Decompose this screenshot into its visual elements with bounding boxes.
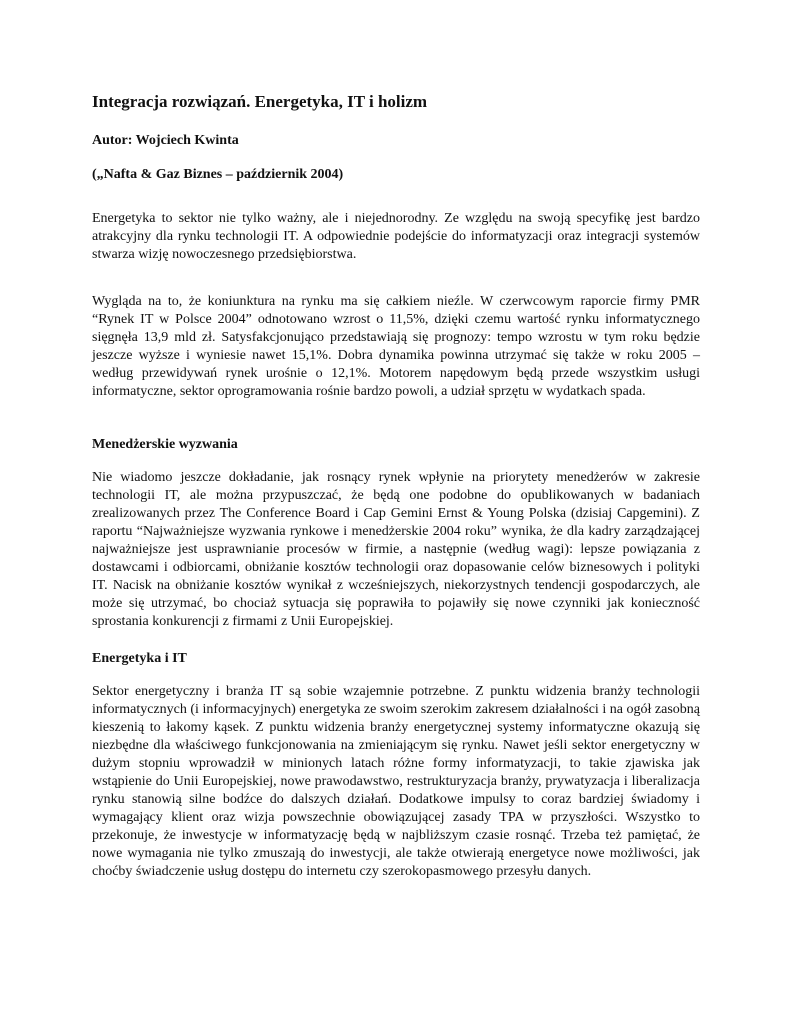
- paragraph-intro: Energetyka to sektor nie tylko ważny, ale i niejednorodny. Ze względu na swoją specyfikę jest bardzo atrakcyjny dla rynku technologii IT. A odpowiednie podejście do informatyzacji oraz integracji systemów stwarza wizję nowoczesnego przedsiębiorstwa.: [92, 211, 700, 262]
- section-heading-challenges: Menedżerskie wyzwania: [92, 437, 238, 452]
- document-source: („Nafta & Gaz Biznes – październik 2004): [92, 167, 344, 182]
- paragraph-energy-it: Sektor energetyczny i branża IT są sobie wzajemnie potrzebne. Z punktu widzenia branży technologii informatycznych (i informacyjnych) energetyka ze swoim szerokim zakresem działalności i na ogół zasobną kieszenią to łakomy kąsek. Z punktu widzenia branży energetycznej systemy informatyczne okazują się niezbędne dla właściwego funkcjonowania na zmieniającym się rynku. Nawet jeśli sektor energetyczny w dużym stopniu wprowadził w minionych latach różne formy informatyzacji, to takie zjawiska jak wstąpienie do Unii Europejskiej, nowe prawodawstwo, restrukturyzacja branży, prywatyzacja i liberalizacja rynku stanowią silne bodźce do dalszych działań. Dodatkowe impulsy to coraz bardziej świadomy i wymagający klient oraz wizja powszechnie obowiązującej zasady TPA w przyszłości. Wszystko to przekonuje, że inwestycje w informatyzację będą w najbliższym czasie rosnąć. Trzeba też pamiętać, że nowe wymagania nie tylko zmuszają do inwestycji, ale także otwierają energetyce nowe możliwości, jak choćby świadczenie usług dostępu do internetu czy szerokopasmowego przesyłu danych.: [92, 684, 700, 879]
- document-title: Integracja rozwiązań. Energetyka, IT i holizm: [92, 92, 428, 111]
- section-heading-energy-it: Energetyka i IT: [92, 651, 187, 666]
- paragraph-market: Wygląda na to, że koniunktura na rynku ma się całkiem nieźle. W czerwcowym raporcie firmy PMR “Rynek IT w Polsce 2004” odnotowano wzrost o 11,5%, dzięki czemu wartość rynku informatycznego sięgnęła 13,9 mld zł. Satysfakcjonująco przedstawiają się prognozy: tempo wzrostu w tym roku będzie jeszcze wyższe i wyniesie nawet 15,1%. Dobra dynamika powinna utrzymać się także w roku 2005 – według przewidywań rynek urośnie o 12,1%. Motorem napędowym będą przede wszystkim usługi informatyczne, sektor oprogramowania rośnie bardzo powoli, a udział sprzętu w wydatkach spada.: [92, 294, 700, 399]
- document-author: Autor: Wojciech Kwinta: [92, 133, 239, 148]
- paragraph-challenges: Nie wiadomo jeszcze dokładanie, jak rosnący rynek wpłynie na priorytety menedżerów w zakresie technologii IT, ale można przypuszczać, że będą one podobne do opublikowanych w badaniach zrealizowanych przez The Conference Board i Cap Gemini Ernst & Young Polska (dzisiaj Capgemini). Z raportu “Najważniejsze wyzwania rynkowe i menedżerskie 2004 roku” wynika, że dla kadry zarządzającej najważniejsze jest usprawnianie procesów w firmie, a następnie (według wagi): lepsze powiązania z dostawcami i odbiorcami, obniżanie kosztów technologii oraz dopasowanie celów biznesowych i polityki IT. Nacisk na obniżanie kosztów wynikał z wcześniejszych, niekorzystnych tendencji gospodarczych, ale może się utrzymać, bo chociaż sytuacja się poprawiła to pojawiły się nowe czynniki jak konieczność sprostania konkurencji z firmami z Unii Europejskiej.: [92, 470, 700, 629]
